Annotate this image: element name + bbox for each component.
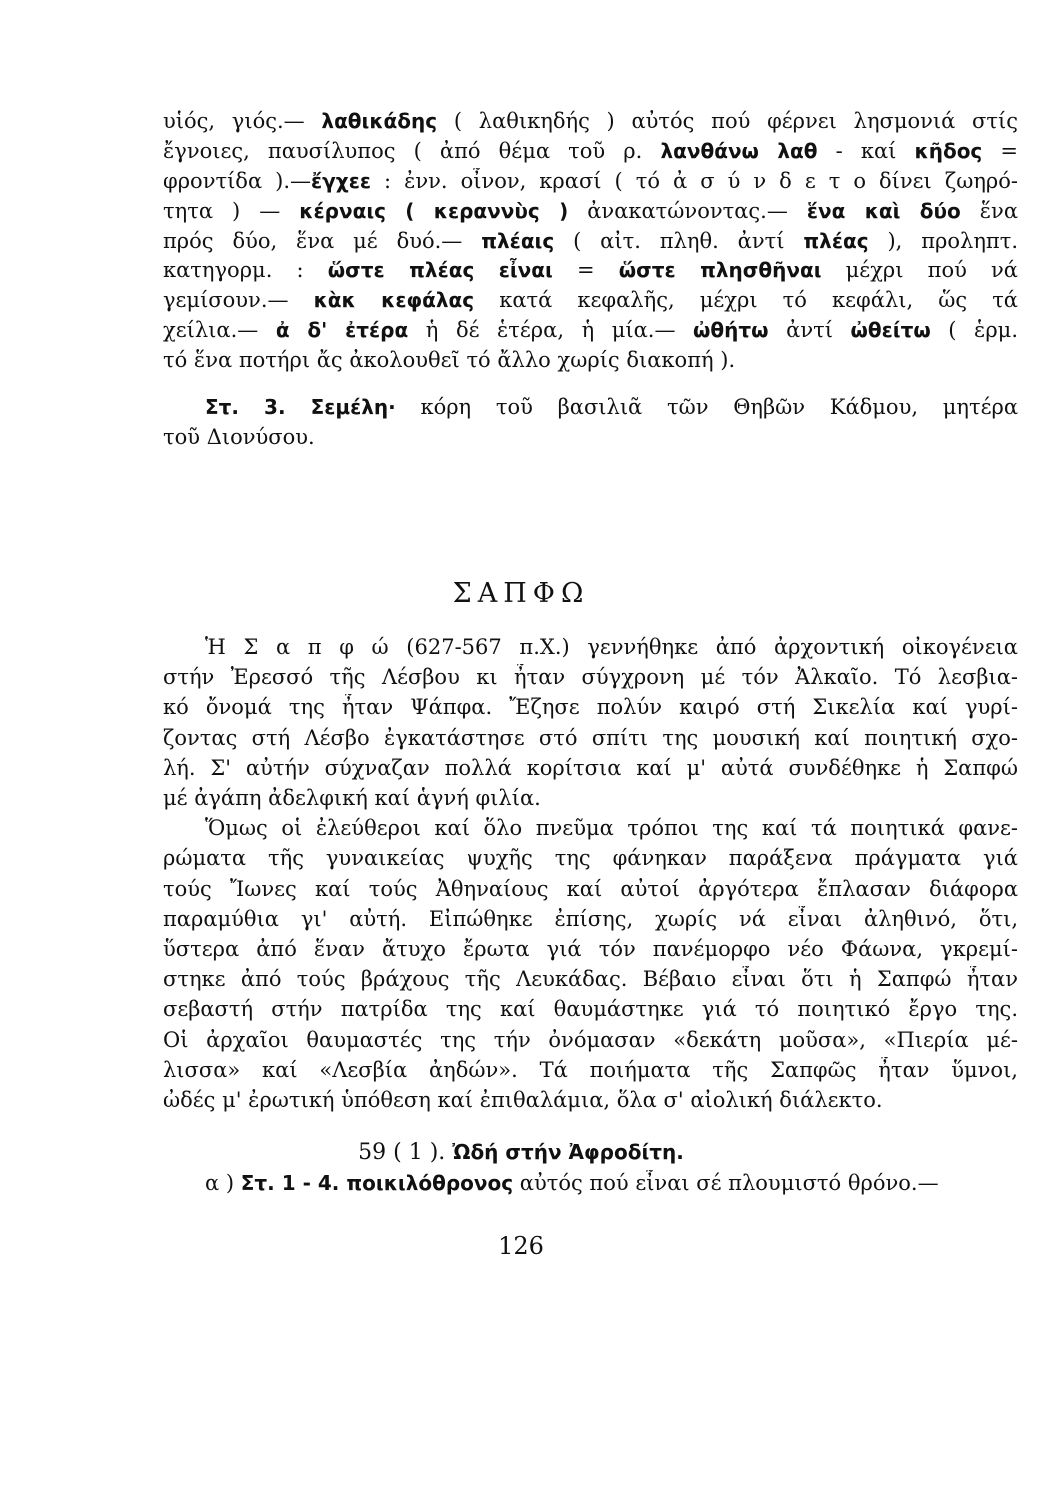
bio-line bbox=[163, 1027, 1018, 1053]
text-run: τοῦ Διονύσου. bbox=[163, 425, 315, 449]
text-run: σεβαστή στήν πατρίδα της καί θαυμάστηκε γιά τό ποιητικό ἔργο της. bbox=[163, 997, 1018, 1022]
text-run: κατά κεφαλῆς, μέχρι τό κεφάλι, ὥς τά bbox=[474, 288, 1018, 312]
text-run: παραμύθια γι' αὐτή. Εἰπώθηκε ἐπίσης, χωρίς νά εἶναι ἀληθινό, ὅτι, bbox=[163, 906, 1018, 931]
text-run: Ἡ Σ α π φ ώ (627-567 π.Χ.) γεννήθηκε ἀπό ἀρχοντική οἰκογένεια bbox=[205, 635, 1018, 659]
note-line bbox=[205, 394, 1018, 420]
text-run: ρώματα τῆς γυναικείας ψυχῆς της φάνηκαν παράξενα πράγματα γιά bbox=[163, 846, 1018, 871]
text-run: κατηγορμ. : bbox=[163, 258, 328, 282]
bold-term: Στ. 3. Σεμέλη· bbox=[205, 395, 396, 419]
text-run: μέ ἀγάπη ἀδελφική καί ἁγνή φιλία. bbox=[163, 786, 541, 810]
bold-term: κὰκ κεφάλας bbox=[313, 288, 475, 312]
bold-term: ὠθείτω bbox=[850, 318, 931, 342]
poem-note bbox=[205, 1170, 1018, 1196]
text-run: τό ἕνα ποτήρι ἄς ἀκολουθεῖ τό ἄλλο χωρίς διακοπή ). bbox=[163, 348, 736, 372]
text-run: Οἱ ἀρχαῖοι θαυμαστές της τήν ὀνόμασαν «δεκάτη μοῦσα», «Πιερία μέ- bbox=[163, 1027, 1018, 1052]
poem-heading bbox=[0, 1140, 1042, 1165]
text-run: ), προληπτ. bbox=[868, 229, 1018, 253]
note-line bbox=[163, 424, 1018, 450]
page-number: 126 bbox=[498, 1232, 544, 1260]
text-run: τητα ) — bbox=[163, 199, 300, 223]
note-line bbox=[163, 138, 1018, 164]
text-run: = bbox=[552, 258, 619, 282]
text-run: πρός δύο, ἕνα μέ δυό.— bbox=[163, 229, 482, 253]
bio-line bbox=[163, 694, 1018, 720]
text-run: = bbox=[982, 139, 1018, 163]
text-run: λισσα» καί «Λεσβία ἀηδών». Τά ποιήματα τῆς Σαπφῶς ἦταν ὕμνοι, bbox=[163, 1057, 1018, 1082]
bold-term: κέρναις ( κεραννὺς ) bbox=[299, 199, 569, 223]
text-run: : ἐνν. οἶνον, κρασί ( τό ἀ σ ύ ν δ ε τ ο δίνει ζωηρό- bbox=[370, 169, 1018, 193]
bio-line bbox=[163, 996, 1018, 1022]
bio-line bbox=[163, 755, 1018, 781]
bold-term: ἕνα καὶ δύο bbox=[806, 199, 961, 223]
text-run: ἡ δέ ἑτέρα, ἡ μία.— bbox=[408, 318, 694, 342]
bold-term: ἀ δ' ἐτέρα bbox=[275, 318, 409, 342]
poem-number: 59 ( 1 ). bbox=[358, 1140, 453, 1165]
note-line bbox=[163, 228, 1018, 254]
bold-term: Στ. 1 - 4. ποικιλόθρονος bbox=[240, 1171, 514, 1195]
text-run: φροντίδα ).— bbox=[163, 169, 312, 193]
text-run: μέχρι πού νά bbox=[821, 258, 1018, 282]
text-run: τούς Ἴωνες καί τούς Ἀθηναίους καί αὐτοί ἀργότερα ἔπλασαν διάφορα bbox=[163, 876, 1018, 901]
note-line bbox=[163, 108, 1018, 134]
text-run: ὕστερα ἀπό ἕναν ἄτυχο ἔρωτα γιά τόν πανέμορφο νέο Φάωνα, γκρεμί- bbox=[163, 937, 1018, 961]
bold-term: ὥστε πλησθῆναι bbox=[618, 258, 822, 282]
bold-term: κῆδος bbox=[914, 139, 983, 163]
text-run: ἔγνοιες, παυσίλυπος ( ἀπό θέμα τοῦ ρ. bbox=[163, 139, 661, 163]
note-line bbox=[163, 198, 1018, 224]
text-run: χείλια.— bbox=[163, 318, 276, 342]
note-line bbox=[163, 287, 1018, 313]
text-run: α ) bbox=[205, 1171, 241, 1195]
bold-term: ἔγχεε bbox=[311, 169, 371, 193]
text-run: ( ἑρμ. bbox=[930, 318, 1018, 342]
note-line bbox=[163, 257, 1018, 283]
bio-line bbox=[163, 725, 1018, 751]
bold-term: ὠθήτω bbox=[693, 318, 769, 342]
bio-line bbox=[163, 936, 1018, 962]
bio-line bbox=[205, 815, 1018, 841]
bio-line bbox=[163, 966, 1018, 992]
bold-term: ὥστε πλέας εἶναι bbox=[327, 258, 553, 282]
bold-term: λαθικάδης bbox=[321, 109, 438, 133]
bold-term: λανθάνω λαθ bbox=[660, 139, 818, 163]
text-run: - καί bbox=[817, 139, 915, 163]
text-run: κό ὄνομά της ἦταν Ψάπφα. Ἔζησε πολύν καιρό στή Σικελία καί γυρί- bbox=[163, 695, 1018, 720]
text-run: ἕνα bbox=[960, 199, 1018, 223]
bio-line bbox=[163, 876, 1018, 902]
text-run: αὐτός πού εἶναι σέ πλουμιστό θρόνο.— bbox=[513, 1171, 939, 1195]
text-run: ἀνακατώνοντας.— bbox=[568, 199, 807, 223]
bold-term: πλέαις bbox=[481, 229, 555, 253]
text-run: ( αἰτ. πληθ. ἀντί bbox=[554, 229, 804, 253]
text-run: ἀντί bbox=[768, 318, 851, 342]
note-line bbox=[163, 317, 1018, 343]
text-run: υἱός, γιός.— bbox=[163, 109, 322, 133]
bio-line bbox=[163, 664, 1018, 690]
text-run: γεμίσουν.— bbox=[163, 288, 314, 312]
bio-line bbox=[163, 785, 1018, 811]
note-line bbox=[163, 347, 1018, 373]
text-run: κόρη τοῦ βασιλιᾶ τῶν Θηβῶν Κάδμου, μητέρα bbox=[395, 395, 1018, 419]
bio-line bbox=[163, 845, 1018, 871]
bold-term: πλέας bbox=[803, 229, 869, 253]
note-line bbox=[163, 168, 1018, 194]
text-run: στήν Ἐρεσσό τῆς Λέσβου κι ἦταν σύγχρονη μέ τόν Ἀλκαῖο. Τό λεσβια- bbox=[163, 665, 1018, 690]
bio-line bbox=[163, 906, 1018, 932]
section-heading: ΣΑΠΦΩ bbox=[452, 578, 590, 609]
text-run: ( λαθικηδής ) αὐτός πού φέρνει λησμονιά στίς bbox=[437, 109, 1018, 133]
poem-title: Ὠδή στήν Ἀφροδίτη. bbox=[452, 1140, 684, 1164]
bio-line bbox=[163, 1087, 1018, 1113]
bio-line bbox=[205, 634, 1018, 660]
text-run: στηκε ἀπό τούς βράχους τῆς Λευκάδας. Βέβαιο εἶναι ὅτι ἡ Σαπφώ ἦταν bbox=[163, 967, 1018, 992]
text-run: ζοντας στή Λέσβο ἐγκατάστησε στό σπίτι της μουσική καί ποιητική σχο- bbox=[163, 725, 1018, 750]
text-run: λή. Σ' αὐτήν σύχναζαν πολλά κορίτσια καί μ' αὐτά συνδέθηκε ἡ Σαπφώ bbox=[163, 755, 1018, 780]
text-run: ὠδές μ' ἐρωτική ὑπόθεση καί ἐπιθαλάμια, ὅλα σ' αἰολική διάλεκτο. bbox=[163, 1088, 883, 1112]
text-run: Ὅμως οἱ ἐλεύθεροι καί ὅλο πνεῦμα τρόποι της καί τά ποιητικά φανε- bbox=[205, 816, 1018, 841]
bio-line bbox=[163, 1057, 1018, 1083]
